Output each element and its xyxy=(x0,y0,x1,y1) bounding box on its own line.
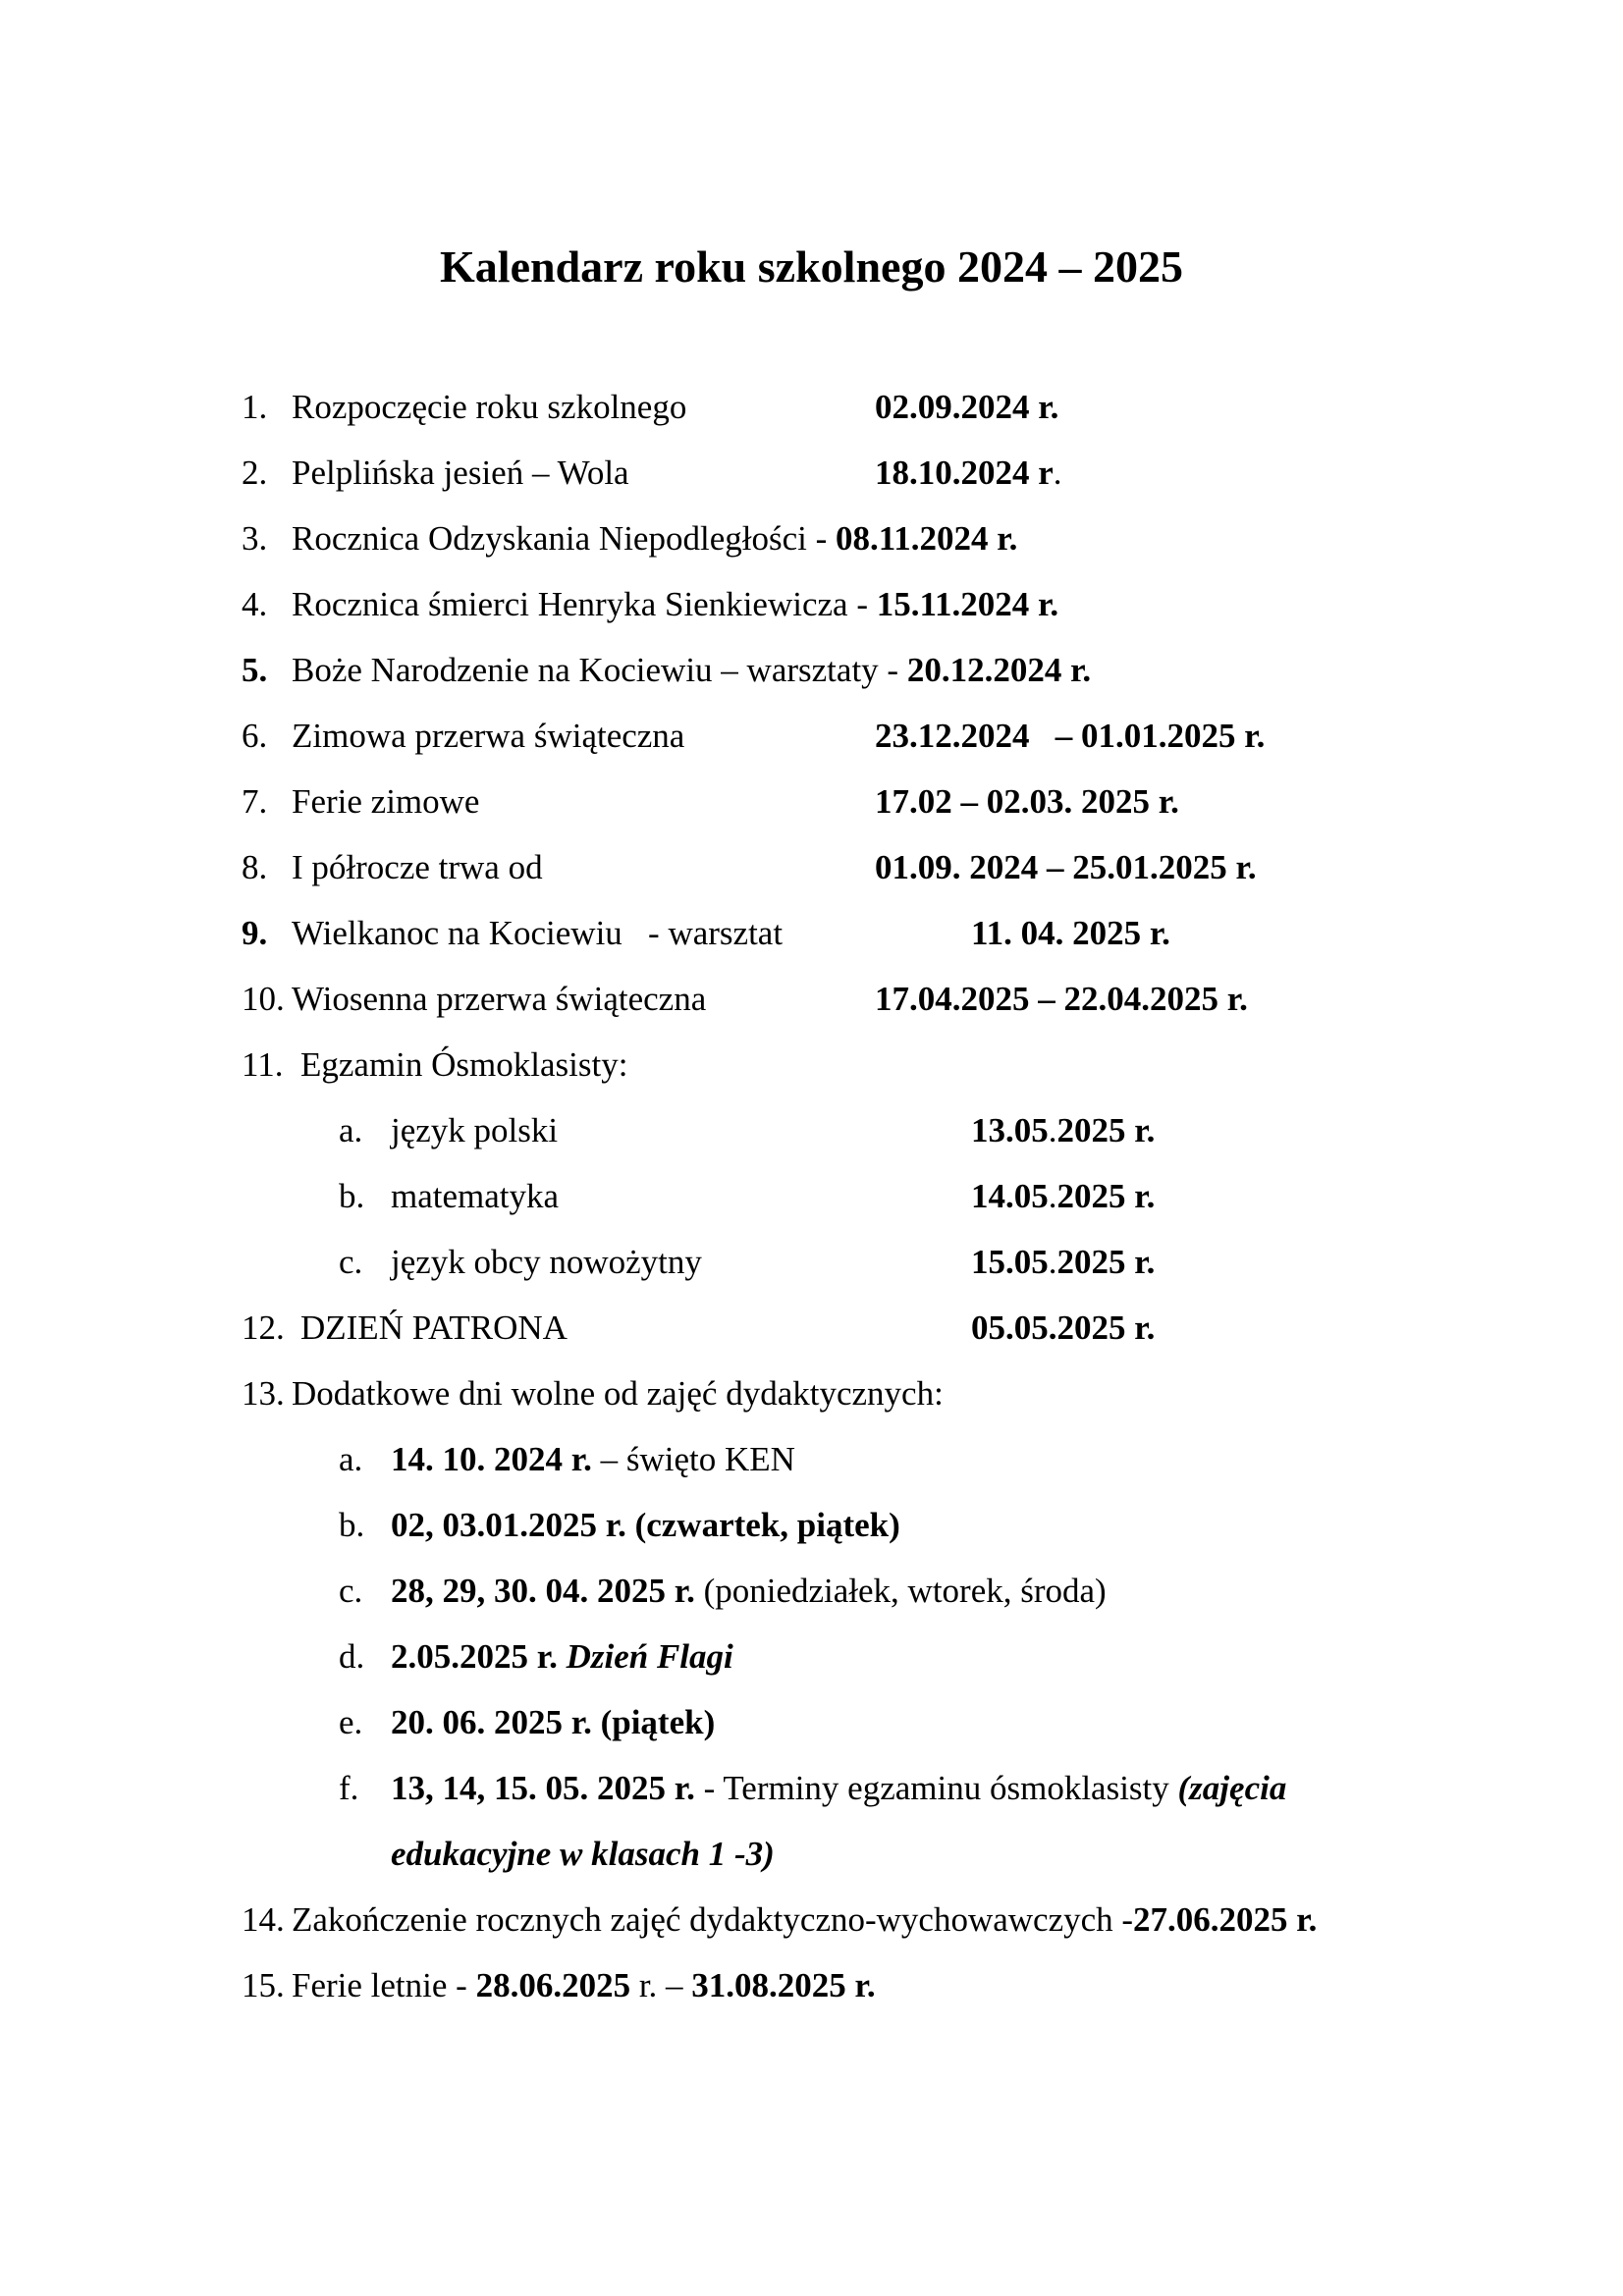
list-item xyxy=(0,838,1623,897)
list-item xyxy=(0,378,1623,437)
sub-list-item xyxy=(0,1693,1623,1752)
item-text: Ferie zimowe xyxy=(292,782,480,821)
item-text: I półrocze trwa od xyxy=(292,848,543,886)
list-item xyxy=(0,1036,1623,1095)
item-text-with-date: Ferie letnie - 28.06.2025 r. – 31.08.2025 r. xyxy=(292,1966,876,2004)
list-item xyxy=(0,773,1623,831)
list-item xyxy=(0,1891,1623,1949)
item-number: 15. xyxy=(242,1966,285,2004)
sub-item-letter: f. xyxy=(339,1769,359,1807)
item-number: 12. xyxy=(242,1308,285,1347)
item-number: 3. xyxy=(242,519,268,558)
page-title: Kalendarz roku szkolnego 2024 – 2025 xyxy=(440,241,1183,292)
sub-item-text: 02, 03.01.2025 r. (czwartek, piątek) xyxy=(391,1506,900,1544)
list-item xyxy=(0,1299,1623,1358)
list-item xyxy=(0,509,1623,568)
sub-list-item-continuation xyxy=(0,1825,1623,1884)
item-date: 27.06.2025 r. xyxy=(1133,1900,1318,1939)
sub-item-text: edukacyjne w klasach 1 -3) xyxy=(391,1835,775,1873)
item-number: 8. xyxy=(242,848,268,886)
list-item xyxy=(0,970,1623,1029)
sub-item-date: 13.05.2025 r. xyxy=(971,1111,1156,1149)
item-number: 10. xyxy=(242,980,285,1018)
item-text-with-date: Rocznica śmierci Henryka Sienkiewicza - 15.11.2024 r. xyxy=(292,585,1059,623)
sub-list-item xyxy=(0,1562,1623,1621)
sub-item-text: język polski xyxy=(391,1111,559,1149)
item-number: 7. xyxy=(242,782,268,821)
item-number: 5. xyxy=(242,651,268,689)
list-item xyxy=(0,707,1623,766)
item-text: Wiosenna przerwa świąteczna xyxy=(292,980,707,1018)
sub-list-item xyxy=(0,1101,1623,1160)
sub-list-item xyxy=(0,1496,1623,1555)
item-date: 17.04.2025 – 22.04.2025 r. xyxy=(875,980,1248,1018)
list-item xyxy=(0,444,1623,503)
item-date: 20.12.2024 r. xyxy=(906,651,1092,689)
item-date: 08.11.2024 r. xyxy=(835,519,1018,558)
item-text-with-date: Boże Narodzenie na Kociewiu – warsztaty - 20.12.2024 r. xyxy=(292,651,1092,689)
item-date: 02.09.2024 r. xyxy=(875,388,1059,426)
sub-list-item xyxy=(0,1430,1623,1489)
item-number: 11. xyxy=(242,1045,284,1084)
sub-item-text: 14. 10. 2024 r. – święto KEN xyxy=(391,1440,795,1478)
item-text-with-date: Rocznica Odzyskania Niepodległości - 08.11.2024 r. xyxy=(292,519,1018,558)
item-number: 9. xyxy=(242,914,268,952)
item-number: 13. xyxy=(242,1374,285,1413)
sub-item-text: język obcy nowożytny xyxy=(391,1243,702,1281)
sub-item-letter: a. xyxy=(339,1111,363,1149)
sub-item-date: 15.05.2025 r. xyxy=(971,1243,1156,1281)
sub-item-text: 20. 06. 2025 r. (piątek) xyxy=(391,1703,716,1741)
item-number: 4. xyxy=(242,585,268,623)
item-number: 14. xyxy=(242,1900,285,1939)
item-date: 17.02 – 02.03. 2025 r. xyxy=(875,782,1179,821)
sub-item-letter: e. xyxy=(339,1703,363,1741)
item-text: Egzamin Ósmoklasisty: xyxy=(300,1045,628,1084)
sub-item-letter: a. xyxy=(339,1440,363,1478)
list-item xyxy=(0,904,1623,963)
list-item xyxy=(0,1956,1623,2015)
sub-list-item xyxy=(0,1167,1623,1226)
item-text: Pelplińska jesień – Wola xyxy=(292,454,629,492)
sub-item-text: 13, 14, 15. 05. 2025 r. - Terminy egzaminu ósmoklasisty (zajęcia xyxy=(391,1769,1287,1807)
item-date: 11. 04. 2025 r. xyxy=(971,914,1170,952)
item-date: 18.10.2024 r. xyxy=(875,454,1062,492)
sub-item-letter: d. xyxy=(339,1637,365,1676)
item-text: Rozpoczęcie roku szkolnego xyxy=(292,388,687,426)
item-date: 05.05.2025 r. xyxy=(971,1308,1156,1347)
item-text: Wielkanoc na Kociewiu - warsztat xyxy=(292,914,784,952)
sub-item-text: 28, 29, 30. 04. 2025 r. (poniedziałek, wtorek, środa) xyxy=(391,1572,1107,1610)
sub-list-item xyxy=(0,1628,1623,1686)
item-text: DZIEŃ PATRONA xyxy=(300,1308,568,1347)
sub-list-item xyxy=(0,1233,1623,1292)
list-item xyxy=(0,1364,1623,1423)
sub-item-date: 14.05.2025 r. xyxy=(971,1177,1156,1215)
item-text: Dodatkowe dni wolne od zajęć dydaktycznych: xyxy=(292,1374,944,1413)
item-date: 23.12.2024 – 01.01.2025 r. xyxy=(875,717,1266,755)
sub-list-item xyxy=(0,1759,1623,1818)
item-text-with-date: Zakończenie rocznych zajęć dydaktyczno-wychowawczych -27.06.2025 r. xyxy=(292,1900,1318,1939)
item-date: 15.11.2024 r. xyxy=(876,585,1059,623)
item-number: 2. xyxy=(242,454,268,492)
list-item xyxy=(0,575,1623,634)
item-text: Zimowa przerwa świąteczna xyxy=(292,717,685,755)
sub-item-letter: b. xyxy=(339,1506,365,1544)
list-item xyxy=(0,641,1623,700)
item-number: 1. xyxy=(242,388,268,426)
sub-item-letter: c. xyxy=(339,1572,363,1610)
sub-item-letter: b. xyxy=(339,1177,365,1215)
sub-item-letter: c. xyxy=(339,1243,363,1281)
item-date: 01.09. 2024 – 25.01.2025 r. xyxy=(875,848,1257,886)
sub-item-text: matematyka xyxy=(391,1177,560,1215)
item-number: 6. xyxy=(242,717,268,755)
sub-item-text: 2.05.2025 r. Dzień Flagi xyxy=(391,1637,733,1676)
